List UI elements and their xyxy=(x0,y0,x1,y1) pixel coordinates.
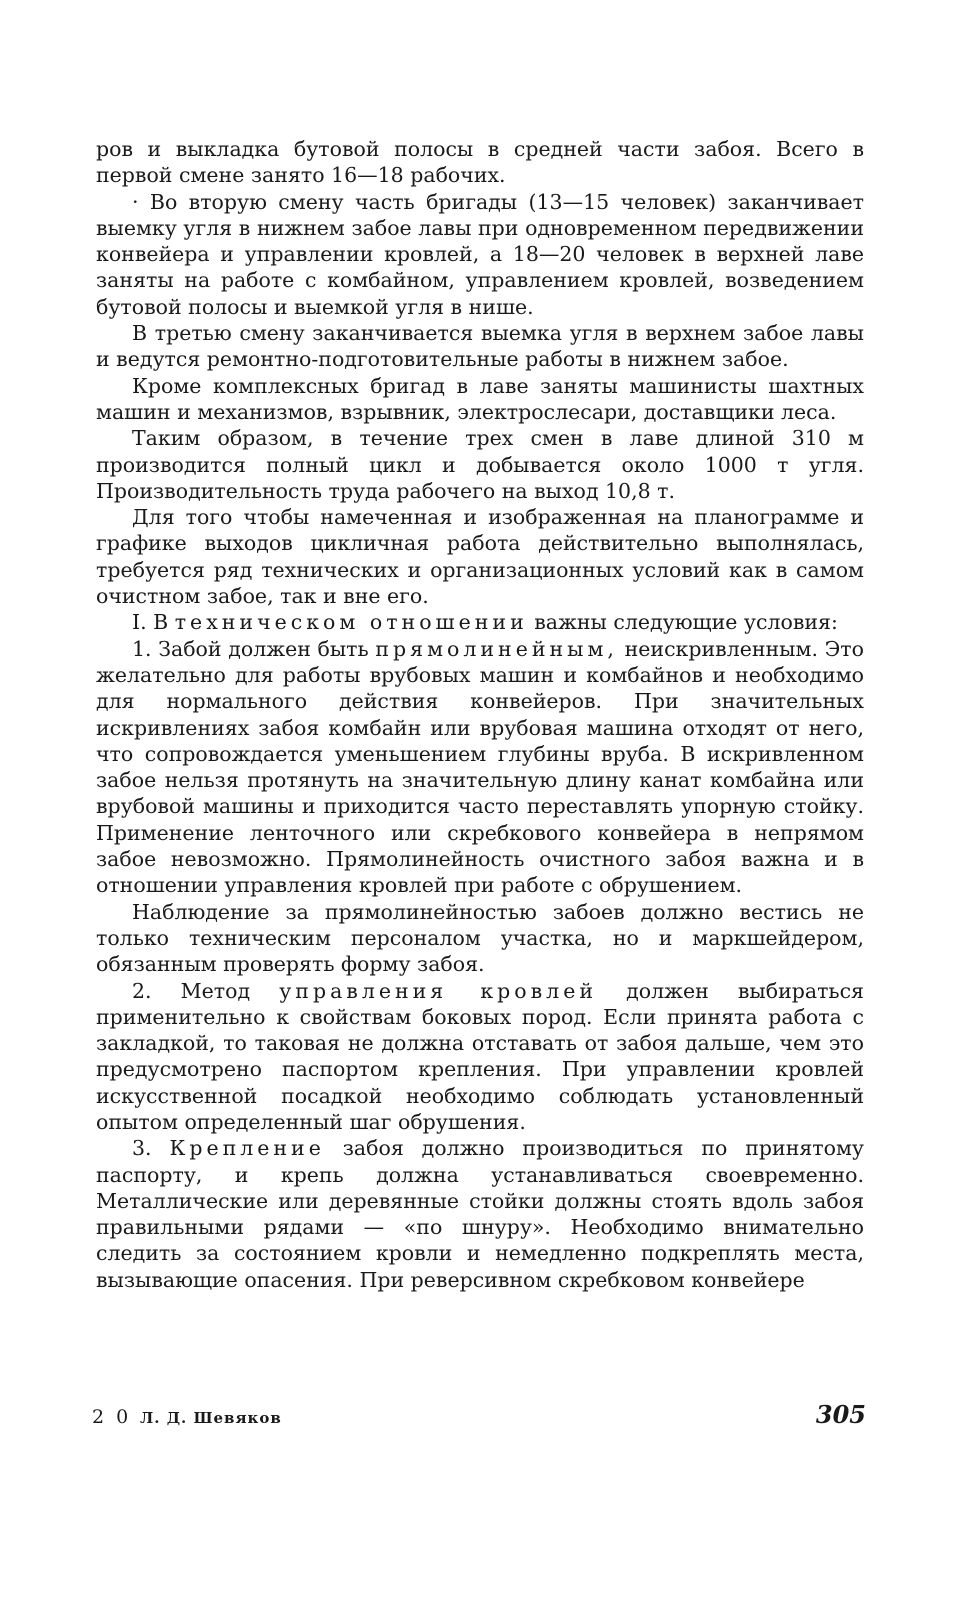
item-support-body: забоя должно производиться по принятому паспорту, и крепь должна устанавливаться своевременно. Металлические или деревянные стойки должны стоять вдоль забоя правильными рядами — «по шнуру». Необходимо внимательно следить за состоянием кровли и немедленно подкреплять места, вызывающие опасения. При реверсивном скребковом конвейере xyxy=(96,1136,864,1292)
item-roof-control-body: должен выбираться применительно к свойствам боковых пород. Если принята работа с закладкой, то таковая не должна отставать от забоя дальше, чем это предусмотрено паспортом крепления. При управлении кровлей искусственной посадкой необходимо соблюдать установленный опытом определенный шаг обрушения. xyxy=(96,978,864,1134)
item-support-spaced: Крепление xyxy=(169,1136,325,1161)
section-technical-heading xyxy=(96,609,864,635)
paragraph-conditions: Для того чтобы намеченная и изображенная на планограмме и графике выходов цикличная работа действительно выполнялась, требуется ряд технических и организационных условий как в самом очистном забое, так и вне его. xyxy=(96,505,864,609)
page-body xyxy=(96,136,864,1293)
item-roof-control xyxy=(96,978,864,1136)
page-number: 305 xyxy=(815,1400,866,1429)
paragraph-other-workers: Кроме комплексных бригад в лаве заняты машинисты шахтных машин и механизмов, взрывник, электрослесари, доставщики леса. xyxy=(96,373,864,424)
section-technical-suffix: важны следующие условия: xyxy=(527,610,838,635)
section-technical-spaced: техническом отношении xyxy=(174,610,528,635)
item-straight-face xyxy=(96,636,864,899)
signature-mark: 2 0 xyxy=(92,1406,132,1428)
item-straight-face-prefix: 1. Забой должен быть xyxy=(132,636,376,661)
paragraph-second-shift: · Во вторую смену часть бригады (13—15 человек) заканчивает выемку угля в нижнем забое лавы при одновременном передвижении конвейера и управлении кровлей, а 18—20 человек в верхней лаве заняты на работе с комбайном, управлением кровлей, возведением бутовой полосы и выемкой угля в нише. xyxy=(96,189,864,319)
paragraph-continuation: ров и выкладка бутовой полосы в средней части забоя. Всего в первой смене занято 16—18 рабочих. xyxy=(96,137,864,188)
section-technical-prefix: I. В xyxy=(132,610,175,635)
item-support xyxy=(96,1135,864,1293)
item-straight-face-spaced: прямолинейным, xyxy=(375,636,618,661)
item-straight-face-body: неискривленным. Это желательно для работы врубовых машин и комбайнов и необходимо для нормального действия конвейеров. При значительных искривлениях забоя комбайн или врубовая машина отходят от него, что сопровождается уменьшением глубины вруба. В искривленном забое нельзя протянуть на значительную длину канат комбайна или врубовой машины и приходится часто переставлять упорную стойку. Применение ленточного или скребкового конвейера в непрямом забое невозможно. Прямолинейность очистного забоя важна и в отношении управления кровлей при работе с обрушением. xyxy=(96,636,864,898)
item-roof-control-prefix: 2. Метод xyxy=(132,978,280,1003)
paragraph-observation: Наблюдение за прямолинейностью забоев должно вестись не только техническим персоналом участка, но и маркшейдером, обязанным проверять форму забоя. xyxy=(96,899,864,977)
item-roof-control-spaced: управления кровлей xyxy=(279,978,597,1003)
paragraph-cycle-output: Таким образом, в течение трех смен в лаве длиной 310 м производится полный цикл и добывается около 1000 т угля. Производительность труда рабочего на выход 10,8 т. xyxy=(96,426,864,503)
paragraph-third-shift: В третью смену заканчивается выемка угля в верхнем забое лавы и ведутся ремонтно-подготовительные работы в нижнем забое. xyxy=(96,321,864,372)
page-footer xyxy=(92,1400,866,1434)
item-support-prefix: 3. xyxy=(132,1136,170,1161)
running-author: Л. Д. Шевяков xyxy=(140,1409,282,1427)
